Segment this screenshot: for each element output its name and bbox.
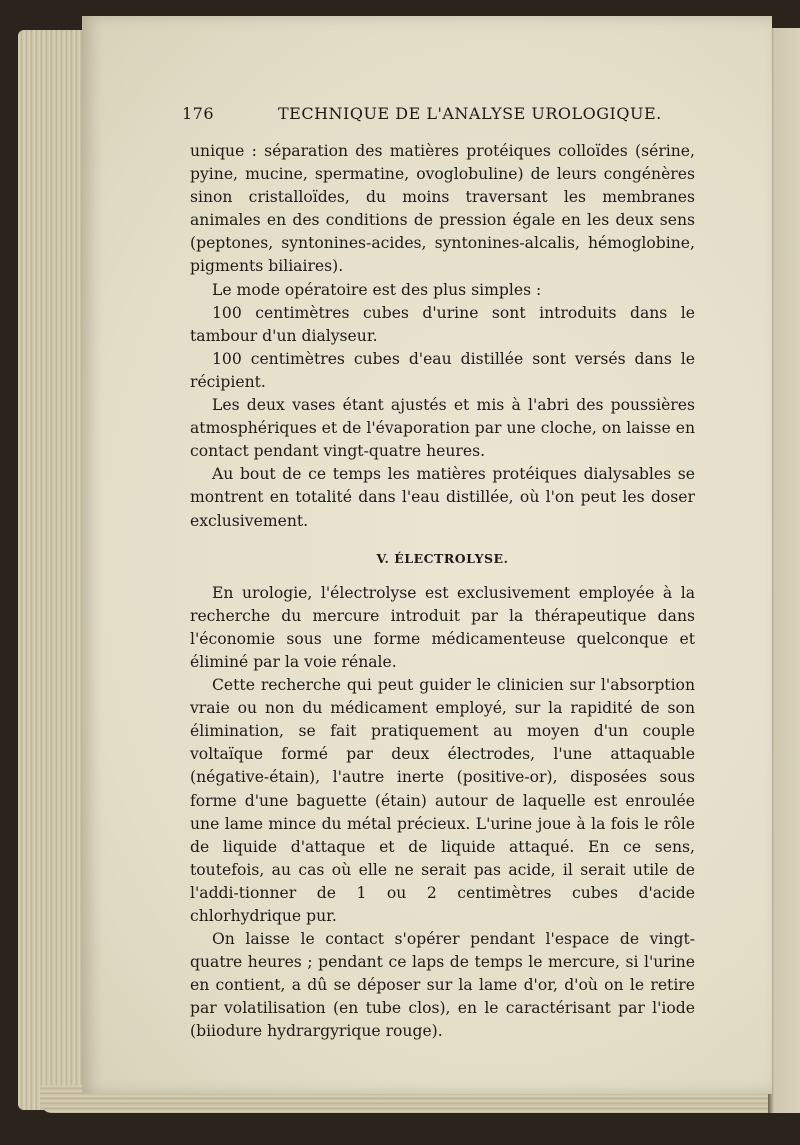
paragraph: En urologie, l'électrolyse est exclusivement employée à la recherche du mercure introduit par la thérapeutique dans l'économie sous une forme médicamenteuse quelconque et éliminé par la voie rénale. — [190, 583, 695, 671]
page-number: 176 — [182, 104, 215, 123]
body-text — [190, 140, 695, 1044]
paragraph: Cette recherche qui peut guider le clinicien sur l'absorption vraie ou non du médicament employé, sur la rapidité de son élimination, se fait pratiquement au moyen d'un couple voltaïque formé par deux électrodes, l'une attaquable (négative-étain), l'autre inerte (positive-or), disposées sous forme d'une baguette (étain) autour de laquelle est enroulée une lame mince du métal précieux. L'urine joue à la fois le rôle de liquide d'attaque et de liquide attaqué. En ce sens, toutefois, au cas où elle ne serait pas acide, il serait utile de l'addi-tionner de 1 ou 2 centimètres cubes d'acide chlorhydrique pur. — [190, 676, 695, 925]
paragraph: Le mode opératoire est des plus simples : — [212, 280, 542, 299]
paragraph: Au bout de ce temps les matières protéiques dialysables se montrent en totalité dans l'eau distillée, où l'on peut les doser exclusivement. — [190, 465, 695, 530]
page-content — [182, 100, 695, 1044]
page-header — [182, 100, 695, 140]
section-title: V. ÉLECTROLYSE. — [376, 550, 509, 566]
paragraph: Les deux vases étant ajustés et mis à l'abri des poussières atmosphériques et de l'évaporation par une cloche, on laisse en contact pendant vingt-quatre heures. — [190, 396, 695, 461]
next-page-edge — [768, 28, 800, 1113]
paragraph: 100 centimètres cubes d'eau distillée sont versés dans le récipient. — [190, 349, 695, 391]
paragraph: On laisse le contact s'opérer pendant l'espace de vingt-quatre heures ; pendant ce laps de temps le mercure, si l'urine en contient, a dû se déposer sur la lame d'or, d'où on le retire par volatilisation (en tube clos), en le caractérisant par l'iode (biiodure hydrargyrique rouge). — [190, 930, 695, 1041]
running-title: TECHNIQUE DE L'ANALYSE UROLOGIQUE. — [278, 104, 662, 123]
paragraph: 100 centimètres cubes d'urine sont introduits dans le tambour d'un dialyseur. — [190, 303, 695, 345]
paragraph: unique : séparation des matières protéiques colloïdes (sérine, pyine, mucine, spermatine, ovoglobuline) de leurs congénères sinon cristalloïdes, du moins traversant les membranes animales en des conditions de pression égale en les deux sens (peptones, syntonines-acides, syntonines-alcalis, hémoglobine, pigments biliaires). — [190, 142, 695, 276]
